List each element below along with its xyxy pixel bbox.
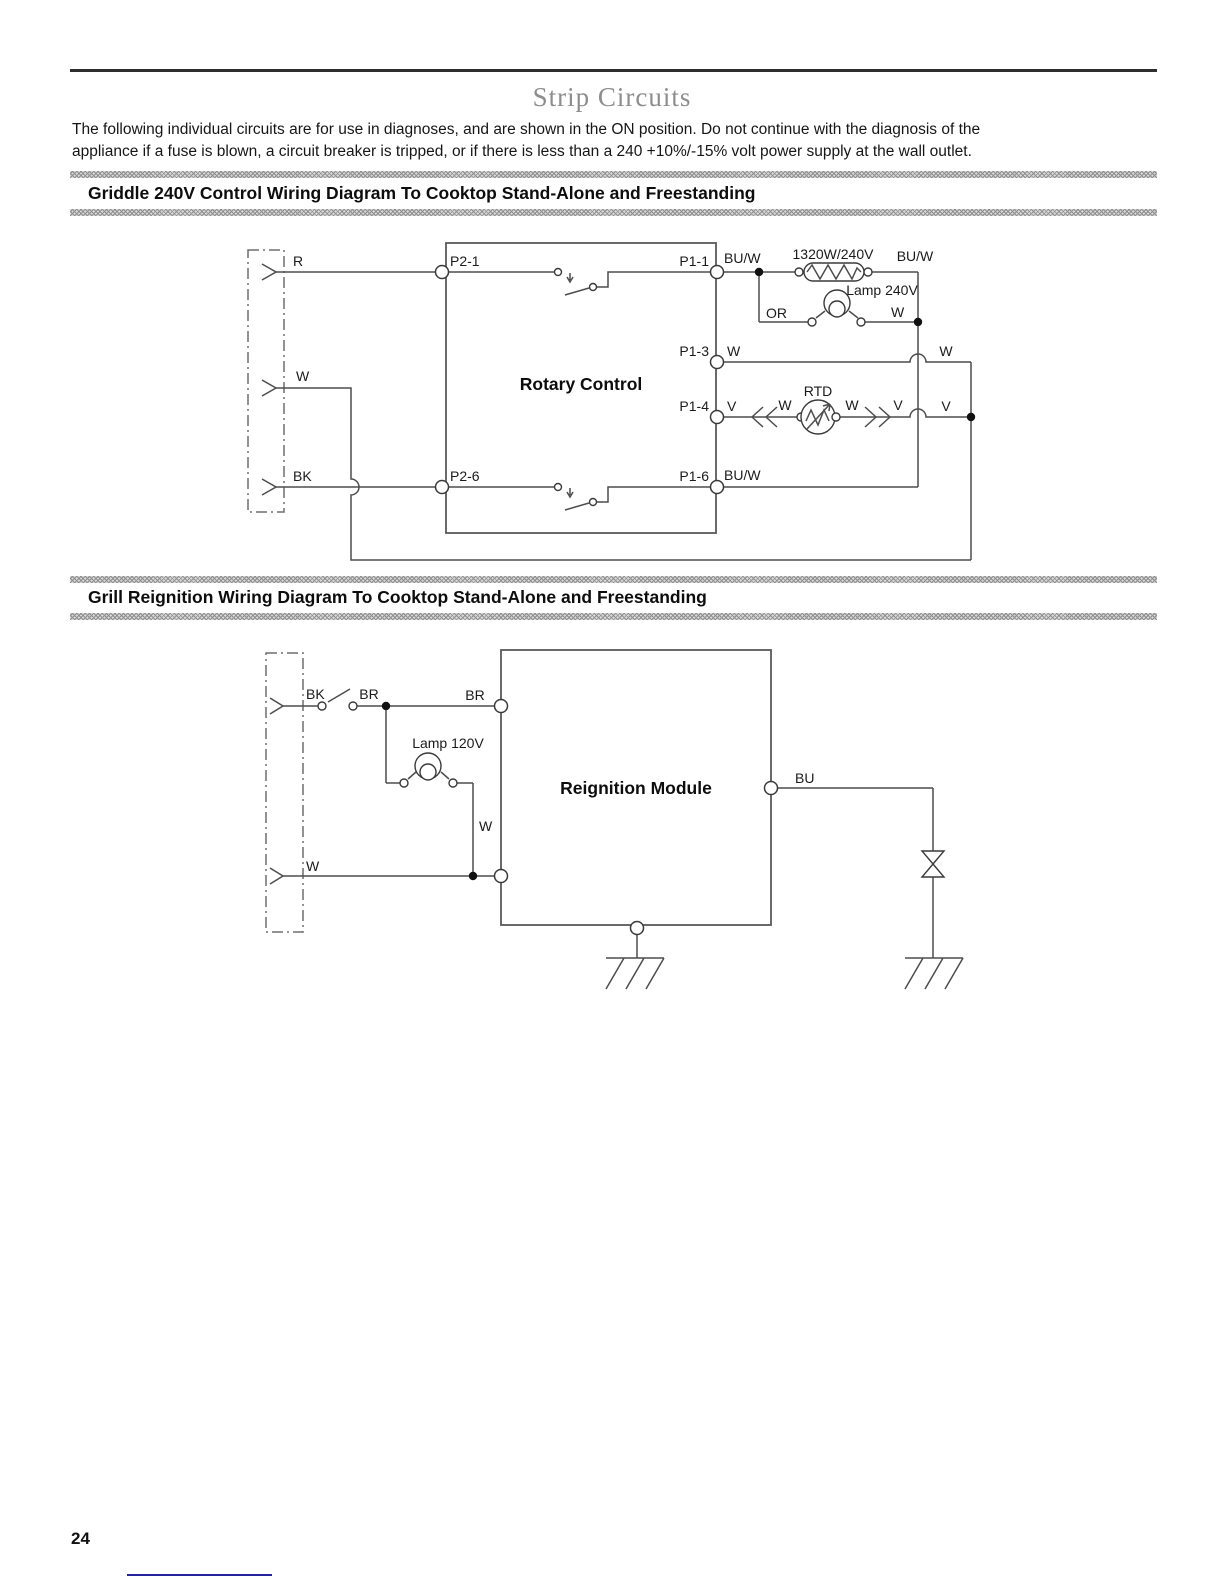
terminal-label-p2-1: P2-1 [450,253,480,269]
griddle-heater-element-icon [795,263,872,281]
wire-label-buw-p16: BU/W [724,467,761,483]
rotary-control-box-label: Rotary Control [519,374,643,394]
lamp-120v-label: Lamp 120V [412,735,484,751]
white-wire-with-hop [276,388,971,560]
wire-label-buw-left: BU/W [724,250,761,266]
wire-entry-arrow-icon [270,698,283,714]
reignition-module-box [501,650,771,925]
white-wire-bus [723,354,971,560]
wire-label-bu: BU [795,770,815,786]
intro-line-1: The following individual circuits are for use in diagnoses, and are shown in the ON position. Do not continue with the diagnosis of the [72,121,981,138]
wire-label-r: R [293,253,304,269]
reignition-module-box-label: Reignition Module [560,778,712,798]
wire-entry-arrow-icon [262,479,276,495]
top-rule [70,69,1157,72]
grill-reignition-wiring-diagram [0,630,1224,1000]
wire-label-v-rtd-right: V [893,397,903,413]
wire-label-bk: BK [293,468,312,484]
intro-line-2: appliance if a fuse is blown, a circuit breaker is tripped, or if there is less than a 240 +10%/-15% volt power supply at the wall outlet. [72,142,972,160]
wire-label-br-module: BR [465,687,485,703]
section2-heading: Grill Reignition Wiring Diagram To Cooktop Stand-Alone and Freestanding [88,587,707,607]
wire-label-w-lamp: W [891,304,905,320]
section1-bottom-hatch-rule [70,209,1157,216]
section1-heading: Griddle 240V Control Wiring Diagram To Cooktop Stand-Alone and Freestanding [88,183,756,203]
footer-rule [127,1574,272,1576]
wire-label-br-switch: BR [359,686,379,702]
wire-label-w-rtd-right: W [845,397,859,413]
wires [276,272,971,560]
section2-top-hatch-rule [70,576,1157,583]
intro-paragraph [72,119,1152,162]
wire-label-w: W [296,368,310,384]
terminal-label-p1-3: P1-3 [679,343,709,359]
page-number: 24 [71,1529,90,1548]
wire-label-w-rtd-left: W [778,397,792,413]
switch-icon [448,484,711,511]
wire-label-w-p13-right: W [939,343,953,359]
wire-label-or: OR [766,305,787,321]
wire-label-w-lamp: W [479,818,493,834]
harness-connector-outline [248,250,284,512]
wire-entry-arrow-icon [262,264,276,280]
wire-label-v-p14: V [727,398,737,414]
wires [283,706,933,958]
ground-icon [606,958,664,989]
terminal-label-p1-4: P1-4 [679,398,709,414]
terminal-label-p1-6: P1-6 [679,468,709,484]
junction-dots [382,702,477,880]
section2-bottom-hatch-rule [70,613,1157,620]
terminal-label-p2-6: P2-6 [450,468,480,484]
rotary-control-box [446,243,716,533]
terminal-pins [495,700,778,935]
wire-label-buw-right: BU/W [896,248,934,264]
wire-label-bk: BK [306,686,325,702]
spark-electrode-icon [922,851,944,877]
section1-top-hatch-rule [70,171,1157,178]
griddle-240v-wiring-diagram [0,230,1224,575]
wire-label-w-p13-left: W [727,343,741,359]
wire-label-v-bus: V [941,398,951,414]
terminal-label-p1-1: P1-1 [679,253,709,269]
page-title: Strip Circuits [532,82,692,112]
wire-label-w: W [306,858,320,874]
wire-entry-arrow-icon [262,380,276,396]
wire-entry-arrow-icon [270,868,283,884]
ground-icon [905,958,963,989]
harness-connector-outline [266,653,303,932]
indicator-lamp-icon [400,753,457,787]
switch-icon [448,269,711,296]
rtd-label: RTD [803,383,833,399]
lamp-240v-label: Lamp 240V [846,282,918,298]
heater-rating-label: 1320W/240V [792,246,874,262]
